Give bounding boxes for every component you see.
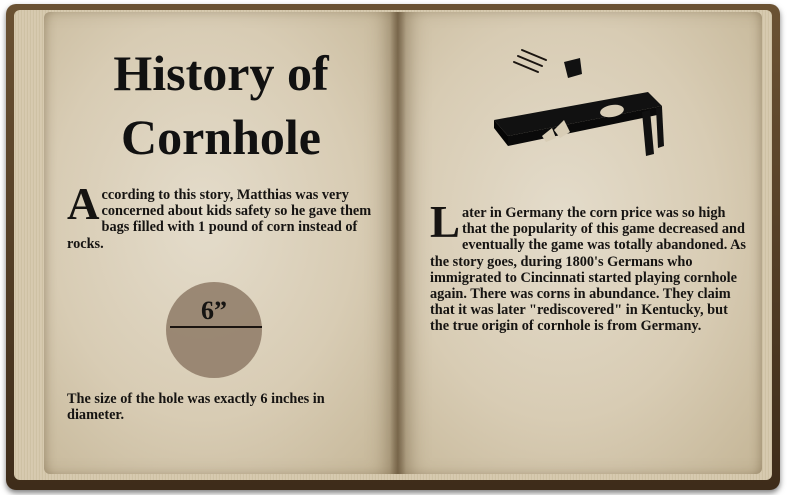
page-title-line-1: History of [113, 45, 329, 101]
hole-diameter-line [170, 326, 262, 328]
page-title-line-2: Cornhole [121, 109, 321, 165]
book-spine [390, 12, 406, 474]
paragraph-text: ccording to this story, Matthias was very concerned about kids safety so he gave them bags filled with 1 pound of corn instead of rocks. [67, 187, 372, 252]
left-page [44, 12, 398, 474]
paragraph-hole-size: The size of the hole was exactly 6 inches in diameter. [67, 391, 325, 424]
paragraph-germany-history [430, 197, 750, 335]
hole-diameter-label: 6” [201, 296, 227, 325]
bean-bag-icon [564, 58, 582, 78]
motion-lines-icon [514, 50, 546, 72]
paragraph-text: ater in Germany the corn price was so high that the popularity of this game decreased and eventually the game was totally abandoned. As the story goes, during 1800's Germans who immigrated to Cincinnati started playing cornhole again. There was corns in abundance. They claim that it was later "rediscovered" in Kentucky, but the true origin of cornhole is from Germany. [430, 205, 746, 335]
drop-cap: A [67, 179, 100, 229]
paragraph-corn-bags [67, 179, 392, 252]
cornhole-board-icon [484, 28, 674, 178]
board-leg [642, 110, 654, 156]
drop-cap: L [430, 197, 461, 247]
open-book [6, 4, 780, 490]
right-page [398, 12, 762, 474]
page-edges [14, 10, 772, 480]
board-leg [656, 107, 664, 148]
